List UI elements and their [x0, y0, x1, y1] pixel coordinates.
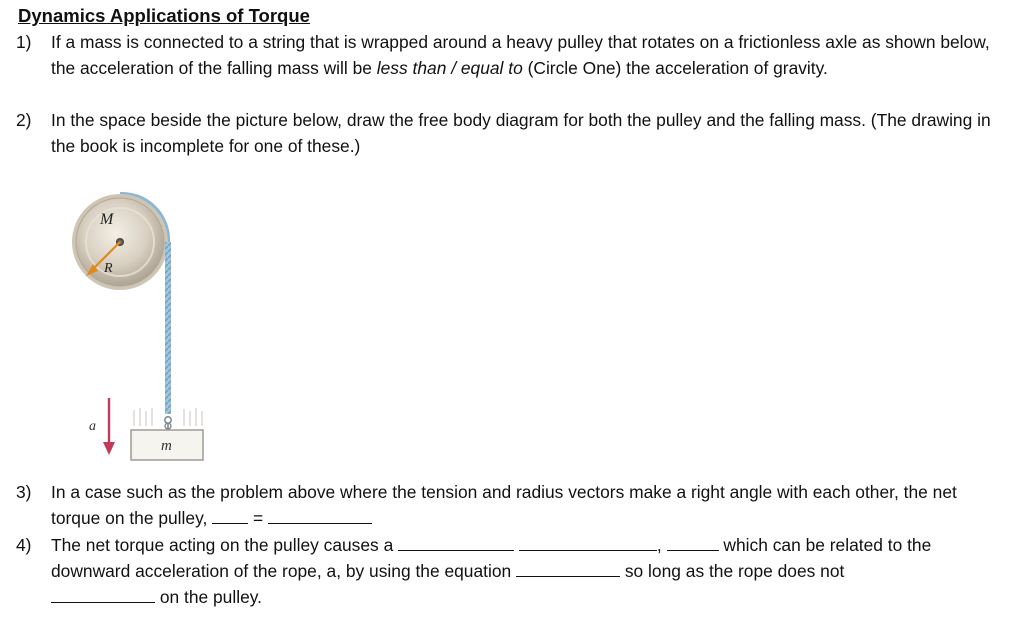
pulley-mass-label: M: [100, 211, 114, 228]
answer-blank[interactable]: [516, 558, 620, 577]
answer-blank[interactable]: [519, 532, 657, 551]
hanging-rope: [165, 242, 171, 414]
question-3: [16, 479, 1006, 531]
answer-blank[interactable]: [398, 532, 514, 551]
circle-choice[interactable]: less than / equal to: [376, 58, 523, 78]
radius-label: R: [104, 261, 113, 276]
question-text: If a mass is connected to a string that is wrapped around a heavy pulley that rotates on a frictionless axle as shown below, the acceleration of the falling mass will be less than / equal to (Circle One) the acceleration of gravity.: [51, 32, 990, 78]
question-number: 3): [16, 482, 32, 502]
acceleration-label: a: [89, 419, 96, 434]
question-2: [16, 107, 1006, 159]
question-number: 2): [16, 110, 32, 130]
hook-ring: [165, 417, 171, 423]
answer-blank[interactable]: [51, 584, 155, 603]
question-text: In a case such as the problem above where the tension and radius vectors make a right angle with each other, the net torque on the pulley, =: [51, 482, 957, 528]
question-4: [16, 532, 1006, 610]
pulley-diagram-svg: [60, 180, 250, 470]
answer-blank[interactable]: [268, 505, 372, 524]
question-text: The net torque acting on the pulley causes a , which can be related to the downward acceleration of the rope, a, by using the equation so long as the rope does not on the pulley.: [51, 532, 1006, 610]
answer-blank[interactable]: [667, 532, 719, 551]
answer-blank[interactable]: [212, 505, 248, 524]
page-title: Dynamics Applications of Torque: [18, 5, 310, 26]
question-number: 4): [16, 535, 32, 555]
pulley-figure: [60, 180, 250, 470]
hanging-mass-label: m: [161, 438, 172, 454]
question-text: In the space beside the picture below, draw the free body diagram for both the pulley and the falling mass. (The drawing in the book is incomplete for one of these.): [51, 110, 991, 156]
question-number: 1): [16, 32, 32, 52]
question-1: [16, 29, 1006, 81]
acceleration-arrowhead: [103, 442, 115, 455]
